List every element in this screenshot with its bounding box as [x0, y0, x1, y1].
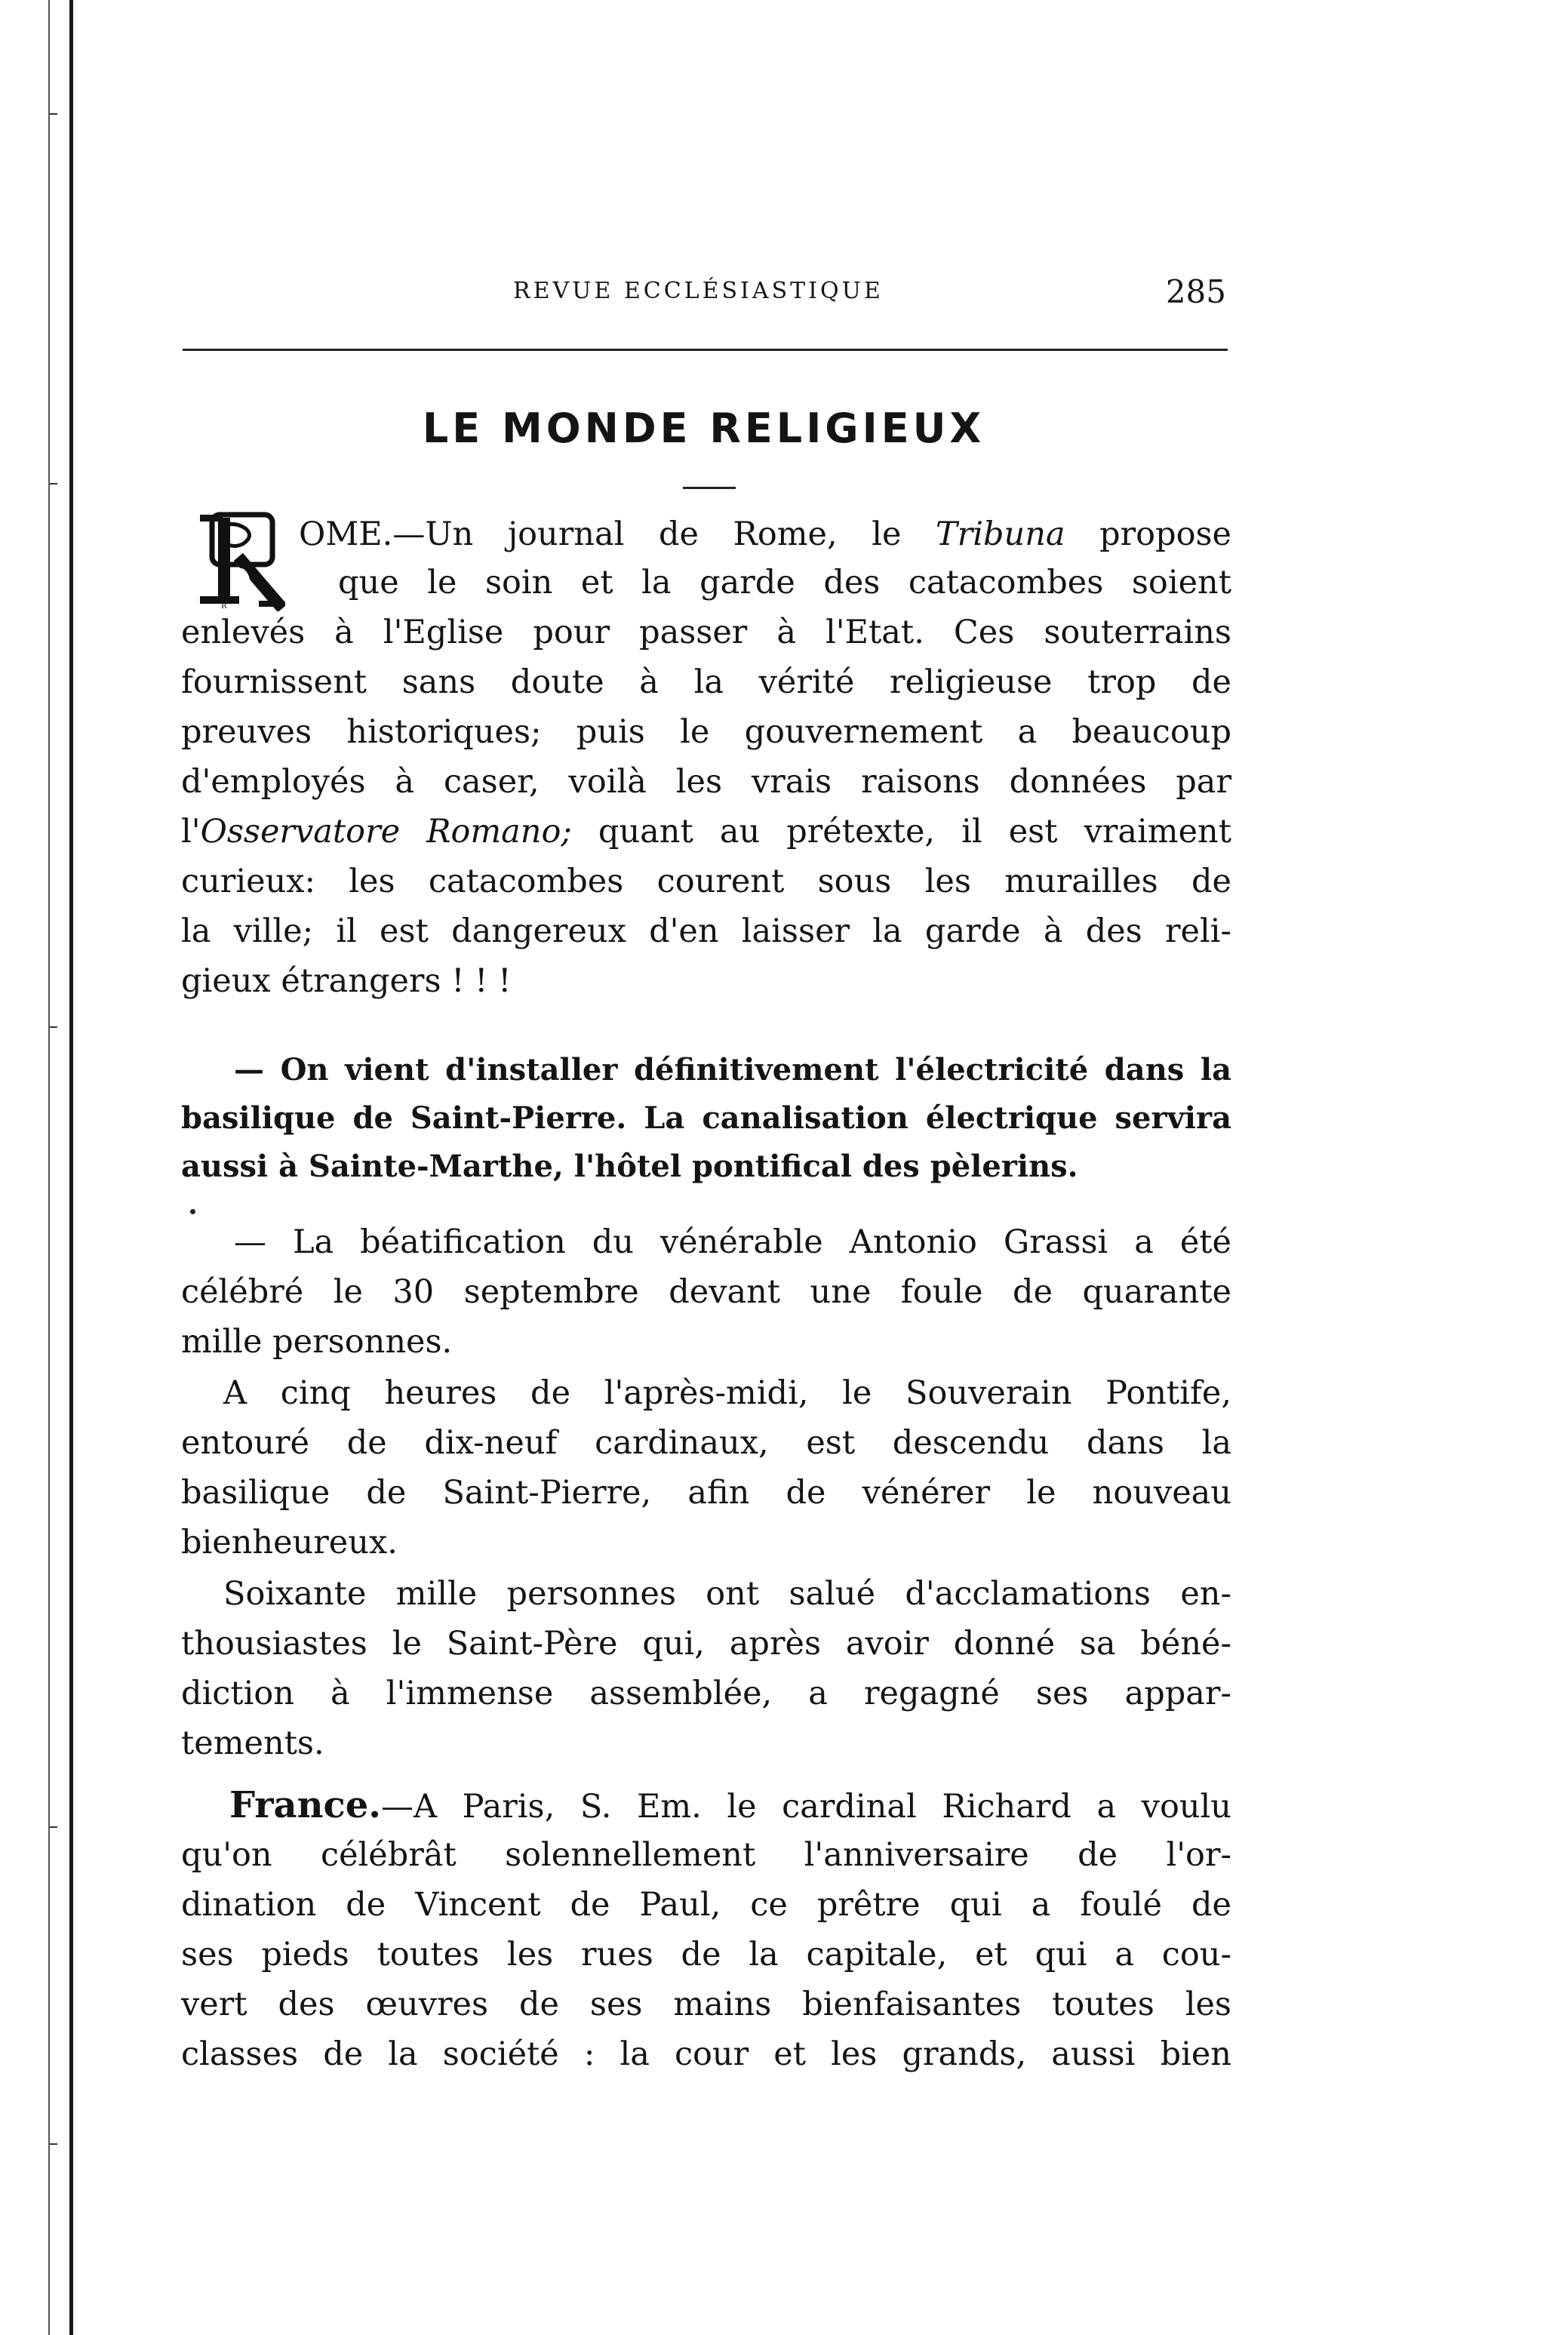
text-line — [181, 808, 1231, 856]
text-line: mille personnes. — [181, 1323, 453, 1361]
text-line: thousiastes le Saint-Père qui, après avoir donné sa béné- — [181, 1625, 1231, 1663]
margin-mark — [50, 113, 57, 115]
text-line: qu'on célébrât solennellement l'anniversaire de l'or- — [181, 1836, 1231, 1874]
text-line: ses pieds toutes les rues de la capitale, et qui a cou- — [181, 1936, 1231, 1974]
paragraph-france — [181, 1781, 1231, 2098]
text-span: l' — [181, 813, 201, 851]
text-line: célébré le 30 septembre devant une foule de quarante — [181, 1273, 1231, 1311]
text-line: tements. — [181, 1724, 324, 1762]
text-line: curieux: les catacombes courent sous les murailles de — [181, 863, 1231, 900]
dropcap-letter: R — [221, 602, 227, 611]
text-line: entouré de dix-neuf cardinaux, est descendu dans la — [181, 1424, 1231, 1462]
text-line: dination de Vincent de Paul, ce prêtre qui a foulé de — [181, 1886, 1231, 1924]
text-span: —A Paris, S. Em. le cardinal Richard a voulu — [381, 1788, 1231, 1826]
margin-mark — [50, 2143, 57, 2145]
text-span: quant au prétexte, il est vraiment — [571, 813, 1231, 851]
running-title: REVUE ECCLÉSIASTIQUE — [513, 278, 884, 304]
page-edge-rule-thin — [48, 0, 50, 2335]
paragraph-beatification — [181, 1218, 1231, 1761]
text-line: Soixante mille personnes ont salué d'acclamations en- — [223, 1575, 1231, 1613]
text-line: gieux étrangers ! ! ! — [181, 962, 512, 1000]
text-line: enlevés à l'Eglise pour passer à l'Etat. Ces souterrains — [181, 614, 1231, 651]
text-line: d'employés à caser, voilà les vrais raisons données par — [181, 763, 1231, 801]
lead-word: OME. — [299, 515, 393, 553]
scan-speck — [190, 1209, 195, 1214]
margin-mark — [50, 1026, 57, 1028]
paragraph-electricity — [181, 1046, 1231, 1197]
text-line: — La béatification du vénérable Antonio Grassi a été — [234, 1223, 1231, 1261]
text-span: —Un journal de Rome, le — [392, 515, 936, 553]
text-line: que le soin et la garde des catacombes soient — [338, 564, 1231, 601]
text-span: propose — [1065, 515, 1231, 553]
text-line: bienheureux. — [181, 1524, 398, 1561]
lead-word: France. — [229, 1784, 381, 1826]
page-number: 285 — [1165, 273, 1226, 310]
italic-title: Tribuna — [935, 515, 1065, 553]
text-line: — On vient d'installer définitivement l'électricité dans la — [234, 1052, 1231, 1088]
header-rule — [183, 349, 1228, 351]
section-title: LE MONDE RELIGIEUX — [422, 405, 985, 452]
text-line: diction à l'immense assemblée, a regagné ses appar- — [181, 1675, 1231, 1712]
margin-mark — [50, 1826, 57, 1828]
text-line: preuves historiques; puis le gouvernement a beaucoup — [181, 713, 1231, 751]
text-line: fournissent sans doute à la vérité religieuse trop de — [181, 663, 1231, 701]
text-line: A cinq heures de l'après-midi, le Souverain Pontife, — [223, 1374, 1231, 1412]
text-line: vert des œuvres de ses mains bienfaisantes toutes les — [181, 1986, 1231, 2023]
page-edge-rule — [69, 0, 73, 2335]
text-line: la ville; il est dangereux d'en laisser la garde à des reli- — [181, 912, 1231, 950]
text-line: basilique de Saint-Pierre, afin de vénérer le nouveau — [181, 1474, 1231, 1512]
italic-title: Osservatore Romano; — [200, 813, 572, 851]
running-head — [181, 273, 1226, 323]
margin-mark — [50, 483, 57, 485]
text-line — [299, 510, 1231, 558]
text-line: basilique de Saint-Pierre. La canalisation électrique servira — [181, 1100, 1231, 1136]
text-line — [229, 1781, 1231, 1831]
text-line: aussi à Sainte-Marthe, l'hôtel pontifical des pèlerins. — [181, 1149, 1078, 1184]
title-rule — [683, 487, 736, 489]
text-line: classes de la société : la cour et les grands, aussi bien — [181, 2035, 1231, 2073]
paragraph-rome — [181, 510, 1231, 1023]
